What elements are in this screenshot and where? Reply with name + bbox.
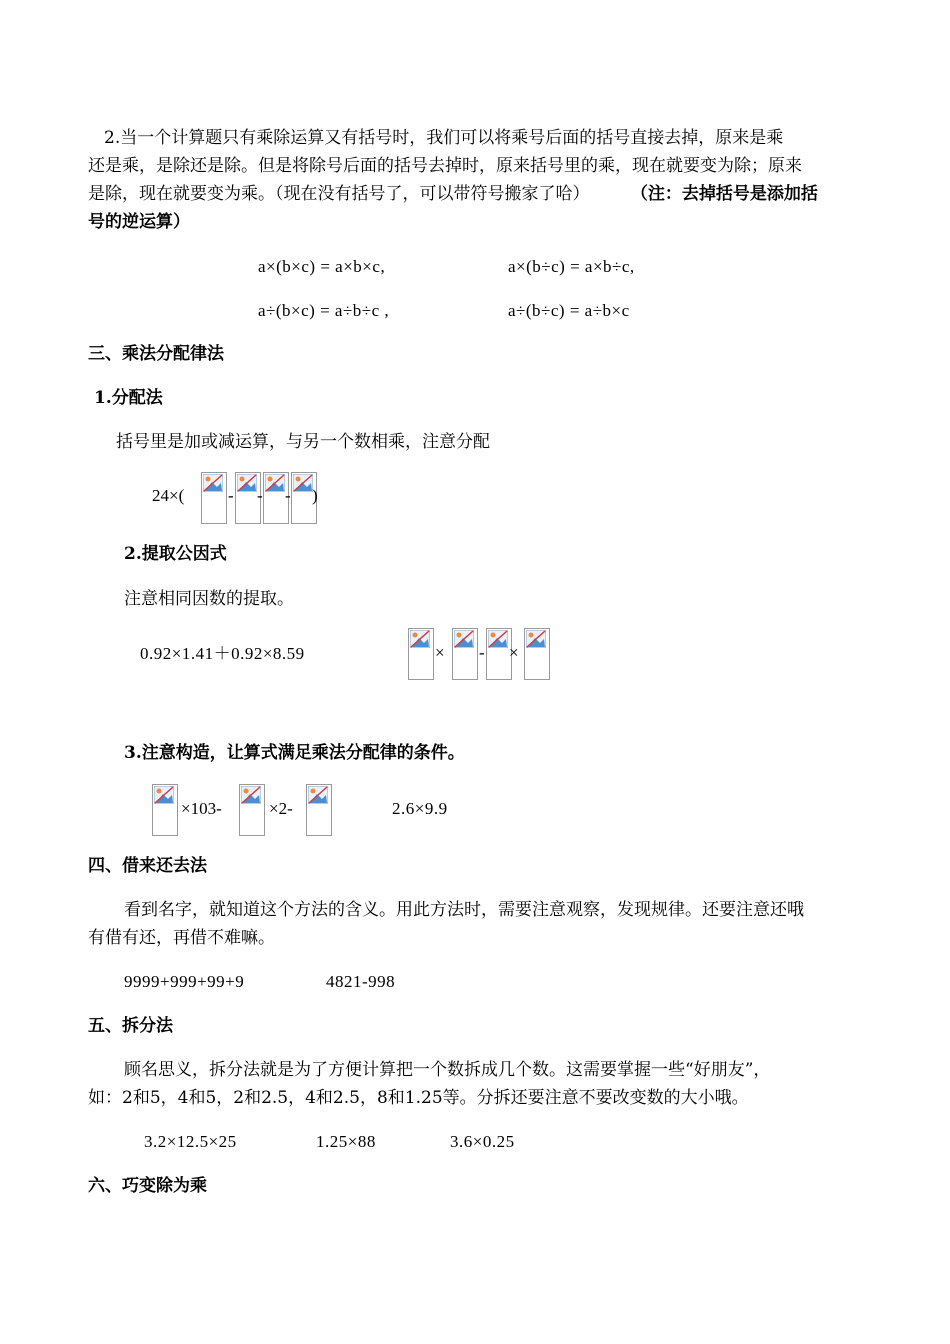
broken-image-icon bbox=[237, 474, 257, 492]
rule-note: （注：去掉括号是添加括 bbox=[630, 184, 818, 204]
section3-sub1: 1.分配法 bbox=[94, 388, 163, 408]
image-placeholder-icon bbox=[152, 784, 178, 836]
ex1-minus-1: - bbox=[228, 486, 234, 505]
section4-ex-1: 9999+999+99+9 bbox=[124, 972, 245, 991]
formula-1: a×(b×c) = a×b×c, bbox=[258, 257, 386, 276]
broken-image-icon bbox=[410, 630, 430, 648]
ex2-times-2: × bbox=[509, 643, 519, 662]
formula-2: a×(b÷c) = a×b÷c, bbox=[508, 257, 635, 276]
broken-image-icon bbox=[488, 630, 508, 648]
rule-line-3-text: 是除，现在就要变为乘。（现在没有括号了，可以带符号搬家了哈） bbox=[88, 184, 590, 204]
section4-desc-2: 有借有还，再借不难嘛。 bbox=[88, 928, 275, 948]
section3-sub2-desc: 注意相同因数的提取。 bbox=[124, 589, 294, 609]
section5-ex-2: 1.25×88 bbox=[316, 1132, 376, 1151]
formula-3: a÷(b×c) = a÷b÷c , bbox=[258, 301, 390, 320]
image-placeholder-icon bbox=[408, 628, 434, 680]
ex3-right: 2.6×9.9 bbox=[392, 799, 448, 818]
broken-image-icon bbox=[241, 786, 261, 804]
image-placeholder-icon bbox=[306, 784, 332, 836]
image-placeholder-icon bbox=[452, 628, 478, 680]
section4-desc-1: 看到名字，就知道这个方法的含义。用此方法时，需要注意观察，发现规律。还要注意还哦 bbox=[124, 900, 804, 920]
section4-heading: 四、借来还去法 bbox=[88, 856, 207, 876]
ex1-minus-2: - bbox=[257, 486, 263, 505]
rule-line-2: 还是乘，是除还是除。但是将除号后面的括号去掉时，原来括号里的乘，现在就要变为除；原来 bbox=[88, 156, 802, 176]
rule-line-3 bbox=[88, 180, 818, 208]
image-placeholder-icon bbox=[239, 784, 265, 836]
broken-image-icon bbox=[203, 474, 223, 492]
section4-ex-2: 4821-998 bbox=[326, 972, 396, 991]
section6-heading: 六、巧变除为乘 bbox=[88, 1176, 207, 1196]
rule-note-end: 号的逆运算） bbox=[88, 212, 190, 232]
section3-sub2: 2.提取公因式 bbox=[124, 544, 227, 564]
section5-desc-1: 顾名思义，拆分法就是为了方便计算把一个数拆成几个数。这需要掌握一些“好朋友”， bbox=[124, 1060, 771, 1080]
section3-heading: 三、乘法分配律法 bbox=[88, 344, 224, 364]
broken-image-icon bbox=[526, 630, 546, 648]
formula-4: a÷(b÷c) = a÷b×c bbox=[508, 301, 630, 320]
broken-image-icon bbox=[454, 630, 474, 648]
ex1-prefix: 24×( bbox=[152, 486, 185, 505]
section5-desc-2: 如：2和5，4和5，2和2.5，4和2.5，8和1.25等。分拆还要注意不要改变数的大小哦。 bbox=[88, 1088, 749, 1108]
section5-ex-3: 3.6×0.25 bbox=[450, 1132, 515, 1151]
image-placeholder-icon bbox=[201, 472, 227, 524]
ex1-suffix: ) bbox=[312, 486, 318, 505]
image-placeholder-icon bbox=[524, 628, 550, 680]
rule-line-1: 2.当一个计算题只有乘除运算又有括号时，我们可以将乘号后面的括号直接去掉，原来是乘 bbox=[104, 128, 784, 148]
ex2-times-1: × bbox=[435, 643, 445, 662]
section5-heading: 五、拆分法 bbox=[88, 1016, 173, 1036]
ex1-minus-3: - bbox=[285, 486, 291, 505]
broken-image-icon bbox=[154, 786, 174, 804]
section3-sub3: 3.注意构造，让算式满足乘法分配律的条件。 bbox=[124, 743, 465, 763]
section3-sub1-desc: 括号里是加或减运算，与另一个数相乘，注意分配 bbox=[116, 432, 490, 452]
broken-image-icon bbox=[265, 474, 285, 492]
ex3-mid-2: ×2- bbox=[269, 799, 293, 818]
ex2-expression: 0.92×1.41＋0.92×8.59 bbox=[140, 644, 305, 663]
broken-image-icon bbox=[308, 786, 328, 804]
section5-ex-1: 3.2×12.5×25 bbox=[144, 1132, 237, 1151]
broken-image-icon bbox=[293, 474, 313, 492]
ex2-minus: - bbox=[479, 643, 485, 662]
ex3-mid-1: ×103- bbox=[181, 799, 222, 818]
